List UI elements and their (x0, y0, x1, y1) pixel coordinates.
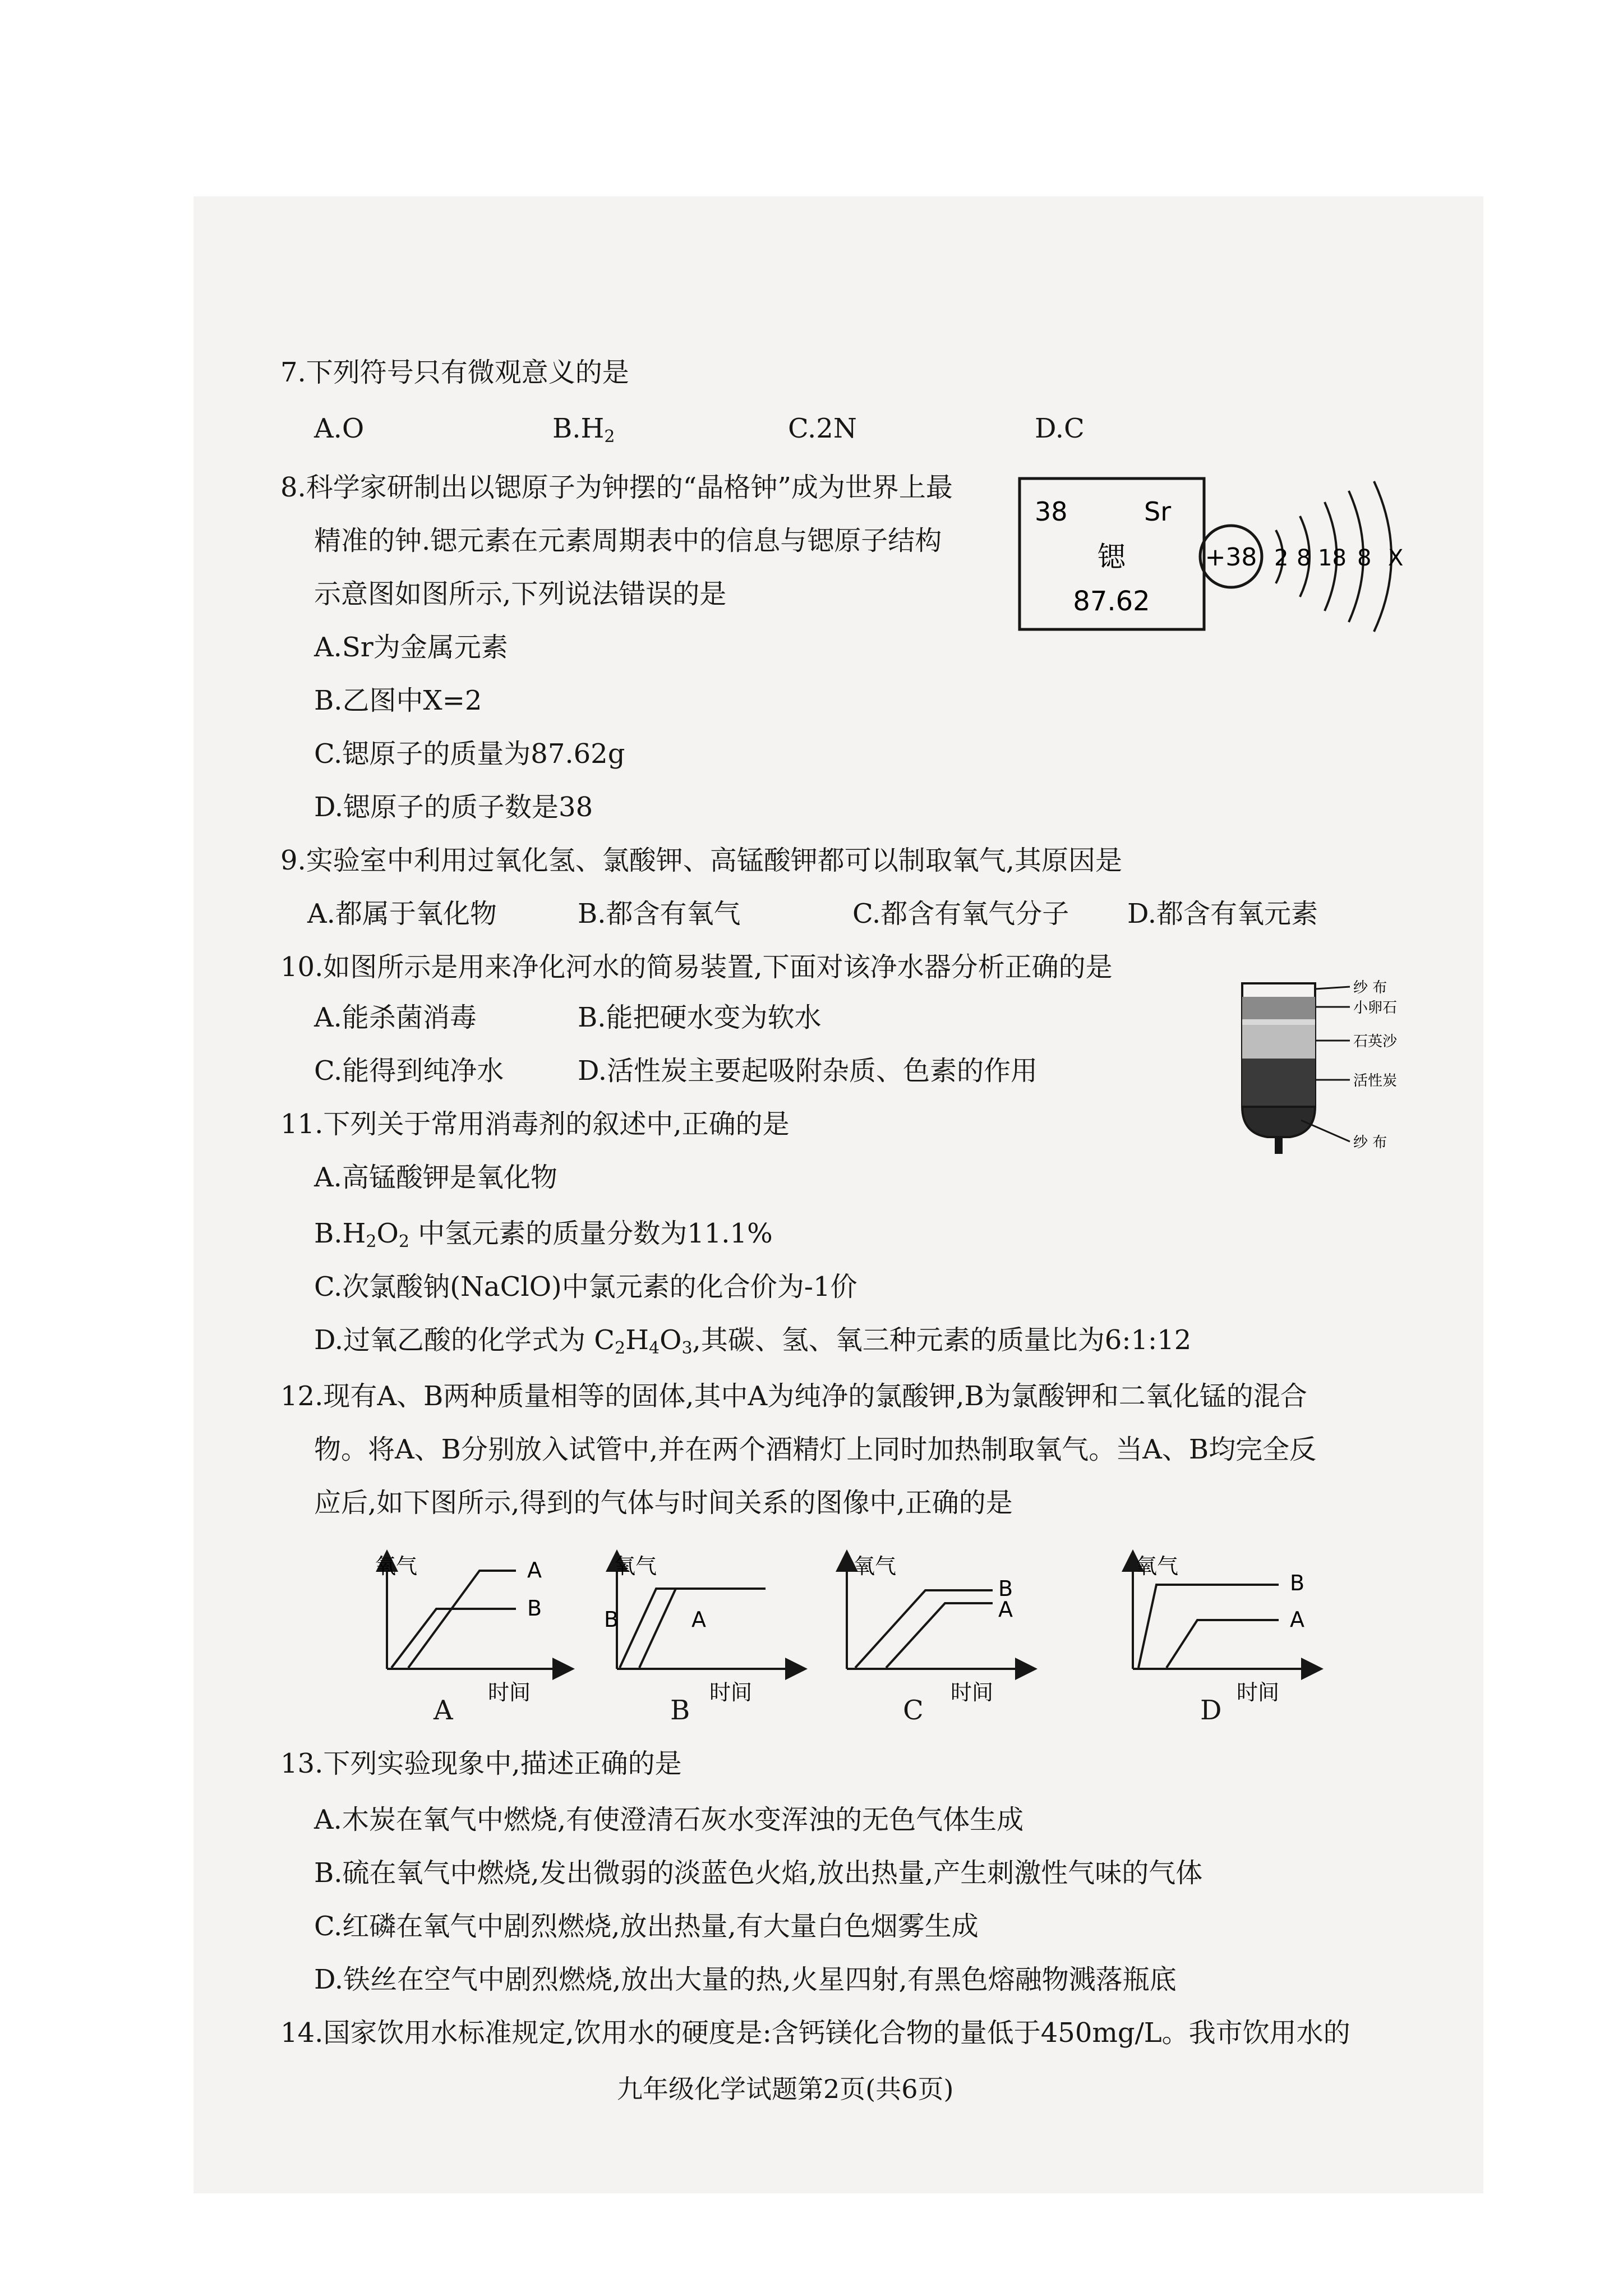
q9-option-b: B.都含有氧气 (578, 898, 741, 930)
q11-option-d: D.过氧乙酸的化学式为 $C_2H_4O_3$,其碳、氢、氧三种元素的质量比为6:1:12 (314, 1324, 1192, 1358)
element-symbol: Sr (1144, 496, 1172, 527)
graph-d-line-b: B (1290, 1571, 1305, 1595)
q13-stem: 13.下列实验现象中,描述正确的是 (280, 1748, 682, 1779)
graph-a-ylabel: 氧气 (375, 1554, 418, 1579)
graph-b-label: B (670, 1695, 690, 1726)
q13-option-c: C.红磷在氧气中剧烈燃烧,放出热量,有大量白色烟雾生成 (314, 1911, 979, 1942)
q9-option-c: C.都含有氧气分子 (852, 898, 1069, 930)
graph-c-line-a: A (998, 1597, 1013, 1622)
q8-option-c: C.锶原子的质量为87.62g (314, 738, 625, 770)
graph-a-label: A (434, 1695, 453, 1726)
shell-3-count: 18 (1318, 545, 1347, 571)
q13-option-d: D.铁丝在空气中剧烈燃烧,放出大量的热,火星四射,有黑色熔融物溅落瓶底 (314, 1964, 1177, 1995)
graph-c-line-b: B (998, 1576, 1013, 1601)
graph-b-line-b: B (604, 1607, 619, 1632)
element-mass: 87.62 (1073, 586, 1150, 617)
q8-stem-line2: 精准的钟.锶元素在元素周期表中的信息与锶原子结构 (314, 525, 942, 556)
filter-label-gauze-bottom: 纱 布 (1353, 1134, 1387, 1151)
graph-d-xlabel: 时间 (1237, 1680, 1280, 1705)
graph-d (1116, 1548, 1340, 1717)
element-name: 锶 (1098, 541, 1126, 573)
q13-option-a: A.木炭在氧气中燃烧,有使澄清石灰水变浑浊的无色气体生成 (314, 1804, 1024, 1835)
q7-option-c: C.2N (788, 413, 857, 444)
q7-option-d: D.C (1035, 413, 1085, 444)
q7-option-b: $B.H_2$ (552, 413, 615, 447)
q10-option-c: C.能得到纯净水 (314, 1055, 504, 1087)
graph-d-line-a: A (1290, 1607, 1304, 1632)
graph-c (830, 1548, 1054, 1717)
q10-option-d: D.活性炭主要起吸附杂质、色素的作用 (578, 1055, 1038, 1087)
q12-stem-line1: 12.现有A、B两种质量相等的固体,其中A为纯净的氯酸钾,B为氯酸钾和二氧化锰的混合 (280, 1381, 1307, 1412)
q12-stem-line2: 物。将A、B分别放入试管中,并在两个酒精灯上同时加热制取氧气。当A、B均完全反 (314, 1434, 1317, 1465)
q13-option-b: B.硫在氧气中燃烧,发出微弱的淡蓝色火焰,放出热量,产生刺激性气味的气体 (314, 1857, 1203, 1889)
graph-b-ylabel: 氧气 (614, 1554, 657, 1579)
shell-1-count: 2 (1274, 545, 1289, 571)
filter-label-activated-carbon: 活性炭 (1353, 1073, 1398, 1089)
q10-option-a: A.能杀菌消毒 (314, 1002, 477, 1033)
q8-stem-line1: 8.科学家研制出以锶原子为钟摆的“晶格钟”成为世界上最 (280, 472, 953, 503)
q10-option-b: B.能把硬水变为软水 (578, 1002, 822, 1033)
q8-option-a: A.Sr为金属元素 (314, 632, 508, 663)
graph-a-xlabel: 时间 (488, 1680, 531, 1705)
q10-stem: 10.如图所示是用来净化河水的简易装置,下面对该净水器分析正确的是 (280, 951, 1113, 983)
graph-a-line-b: B (527, 1596, 542, 1621)
filter-label-quartz-sand: 石英沙 (1353, 1033, 1398, 1050)
graph-c-xlabel: 时间 (951, 1680, 994, 1705)
q8-option-b: B.乙图中X=2 (314, 685, 482, 716)
q11-option-c: C.次氯酸钠(NaClO)中氯元素的化合价为-1价 (314, 1271, 857, 1303)
shell-5-count: X (1388, 545, 1404, 571)
graph-b-xlabel: 时间 (709, 1680, 753, 1705)
q11-stem: 11.下列关于常用消毒剂的叙述中,正确的是 (280, 1108, 790, 1140)
shell-4-count: 8 (1357, 545, 1372, 571)
q7-option-a: A.O (314, 413, 365, 444)
element-number: 38 (1035, 496, 1068, 527)
q12-stem-line3: 应后,如下图所示,得到的气体与时间关系的图像中,正确的是 (314, 1487, 1013, 1519)
graph-d-ylabel: 氧气 (1136, 1554, 1179, 1579)
graph-b (597, 1548, 822, 1717)
graph-a (365, 1548, 589, 1717)
water-purifier-diagram (1231, 973, 1422, 1167)
atom-structure-diagram (1178, 477, 1424, 639)
graph-a-line-a: A (527, 1558, 542, 1582)
filter-label-pebbles: 小卵石 (1353, 1000, 1398, 1016)
nucleus-charge: +38 (1205, 543, 1257, 572)
q14-stem: 14.国家饮用水标准规定,饮用水的硬度是:含钙镁化合物的量低于450mg/L。我市饮用水的 (280, 2017, 1350, 2049)
page-footer: 九年级化学试题第2页(共6页) (617, 2074, 954, 2104)
shell-2-count: 8 (1297, 545, 1311, 571)
q8-stem-line3: 示意图如图所示,下列说法错误的是 (314, 578, 727, 610)
graph-b-line-a: A (691, 1607, 706, 1632)
graph-d-label: D (1200, 1695, 1222, 1726)
q8-option-d: D.锶原子的质子数是38 (314, 792, 593, 823)
q9-option-d: D.都含有氧元素 (1127, 898, 1318, 930)
q9-option-a: A.都属于氧化物 (307, 898, 497, 930)
q11-option-b: $B.H_2O_2$ 中氢元素的质量分数为11.1% (314, 1218, 773, 1251)
q7-stem: 7.下列符号只有微观意义的是 (280, 357, 629, 388)
q9-stem: 9.实验室中利用过氧化氢、氯酸钾、高锰酸钾都可以制取氧气,其原因是 (280, 845, 1123, 876)
filter-label-gauze-top: 纱 布 (1353, 979, 1387, 996)
graph-c-ylabel: 氧气 (854, 1554, 897, 1579)
q11-option-a: A.高锰酸钾是氧化物 (314, 1162, 557, 1193)
graph-c-label: C (903, 1695, 924, 1726)
